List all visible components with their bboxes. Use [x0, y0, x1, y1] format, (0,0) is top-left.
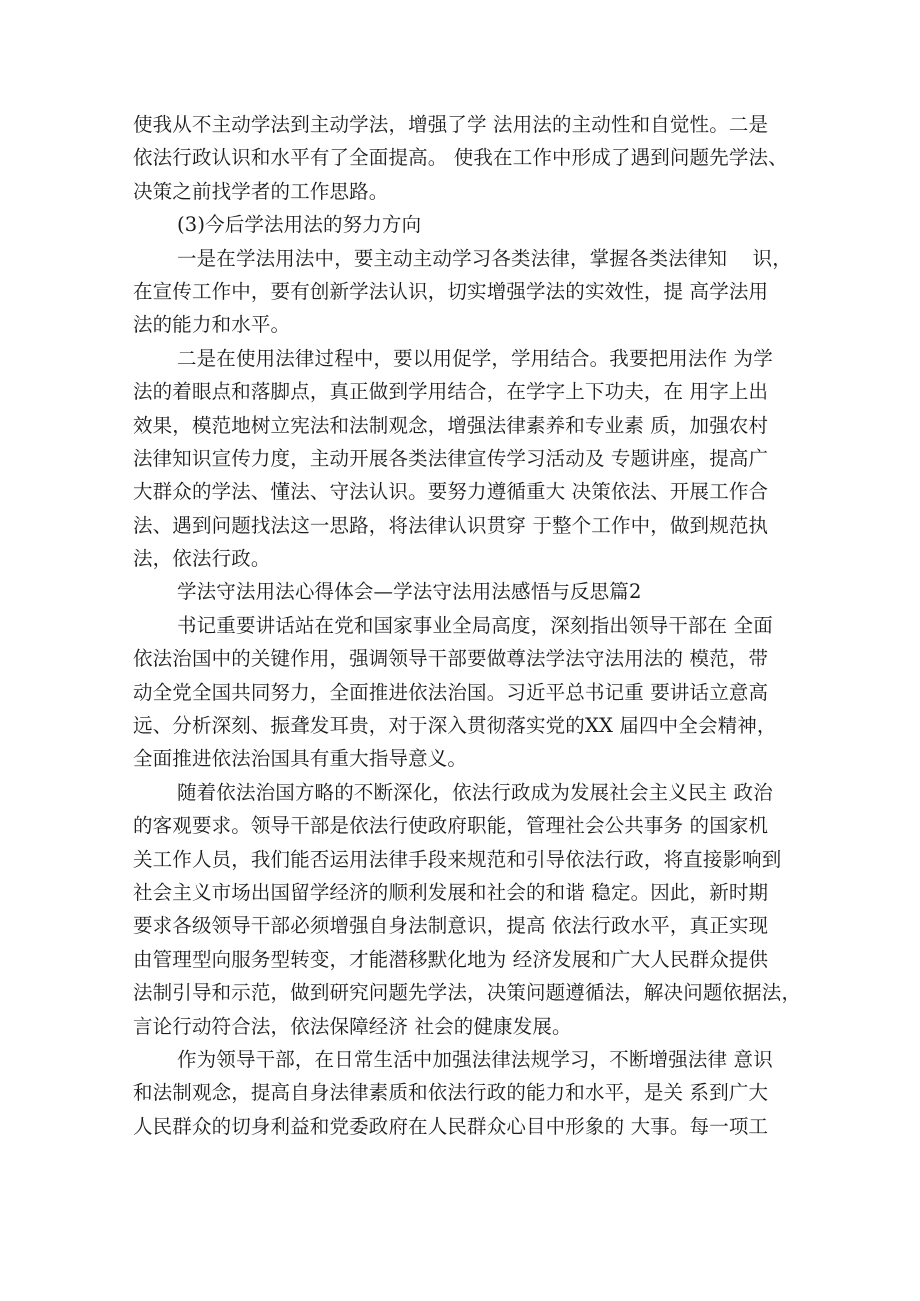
paragraph-8 [133, 1043, 793, 1143]
text-line: 二是在使用法律过程中，要以用促学，学用结合。我要把用法作 为学 [177, 346, 773, 370]
text-line: 学法守法用法心得体会—学法守法用法感悟与反思篇2 [177, 580, 642, 604]
text-line: 远、分析深刻、振聋发耳贵，对于深入贯彻落实党的XX 届四中全会精神， [133, 714, 777, 738]
document-page [133, 108, 802, 1143]
text-line: 关工作人员，我们能否运用法律手段来规范和引导依法行政，将直接影响到 [133, 847, 782, 871]
text-line: 法律知识宣传力度，主动开展各类法律宣传学习活动及 专题讲座，提高广 [133, 446, 769, 470]
text-line: 依法治国中的关键作用，强调领导干部要做尊法学法守法用法的 模范，带 [133, 647, 769, 671]
text-line: 法，依法行政。 [133, 547, 271, 571]
text-line: 言论行动符合法，依法保障经济 社会的健康发展。 [133, 1014, 572, 1038]
section-title [133, 575, 793, 608]
text-line: 一是在学法用法中，要主动主动学习各类法律，掌握各类法律知 识， [177, 246, 792, 270]
text-line: 作为领导干部，在日常生活中加强法律法规学习，不断增强法律 意识 [177, 1047, 773, 1071]
text-line: 全面推进依法治国具有重大指导意义。 [133, 747, 468, 771]
text-line: 社会主义市场出国留学经济的顺利发展和社会的和谐 稳定。因此，新时期 [133, 880, 769, 904]
text-line: 动全党全国共同努力，全面推进依法治国。习近平总书记重 要讲话立意高 [133, 680, 769, 704]
text-line: 使我从不主动学法到主动学法，增强了学 法用法的主动性和自觉性。二是 [133, 113, 769, 136]
text-line: 要求各级领导干部必须增强自身法制意识，提高 依法行政水平，真正实现 [133, 914, 769, 938]
text-line: 依法行政认识和水平有了全面提高。 使我在工作中形成了遇到问题先学法、 [133, 146, 788, 170]
text-line: 人民群众的切身利益和党委政府在人民群众心目中形象的 大事。每一项工 [133, 1114, 769, 1138]
paragraph-1 [133, 108, 793, 208]
text-line: 由管理型向服务型转变，才能潜移默化地为 经济发展和广大人民群众提供 [133, 947, 769, 971]
text-line: 法的能力和水平。 [133, 313, 291, 337]
text-line: 法的着眼点和落脚点，真正做到学用结合，在学字上下功夫，在 用字上出 [133, 380, 769, 404]
text-line: 在宣传工作中，要有创新学法认识，切实增强学法的实效性，提 高学法用 [133, 279, 769, 303]
section-heading-3 [133, 208, 793, 241]
text-line: 和法制观念，提高自身法律素质和依法行政的能力和水平，是关 系到广大 [133, 1081, 769, 1105]
text-line: 书记重要讲话站在党和国家事业全局高度，深刻指出领导干部在 全面 [177, 613, 773, 637]
paragraph-7 [133, 776, 802, 1043]
text-line: 法制引导和示范，做到研究问题先学法，决策问题遵循法，解决问题依据法， [133, 981, 802, 1005]
text-line: 效果，模范地树立宪法和法制观念，增强法律素养和专业素 质，加强农村 [133, 413, 769, 437]
text-line: 的客观要求。领导干部是依法行使政府职能，管理社会公共事务 的国家机 [133, 814, 769, 838]
text-line: 大群众的学法、懂法、守法认识。要努力遵循重大 决策依法、开展工作合 [133, 480, 769, 504]
text-line: 法、遇到问题找法这一思路，将法律认识贯穿 于整个工作中，做到规范执 [133, 513, 769, 537]
text-line: 随着依法治国方略的不断深化，依法行政成为发展社会主义民主 政治 [177, 780, 773, 804]
text-line: (3)今后学法用法的努力方向 [177, 213, 422, 237]
text-line: 决策之前找学者的工作思路。 [133, 179, 389, 203]
paragraph-6 [133, 609, 793, 776]
paragraph-4 [133, 342, 793, 576]
paragraph-3 [133, 242, 793, 342]
